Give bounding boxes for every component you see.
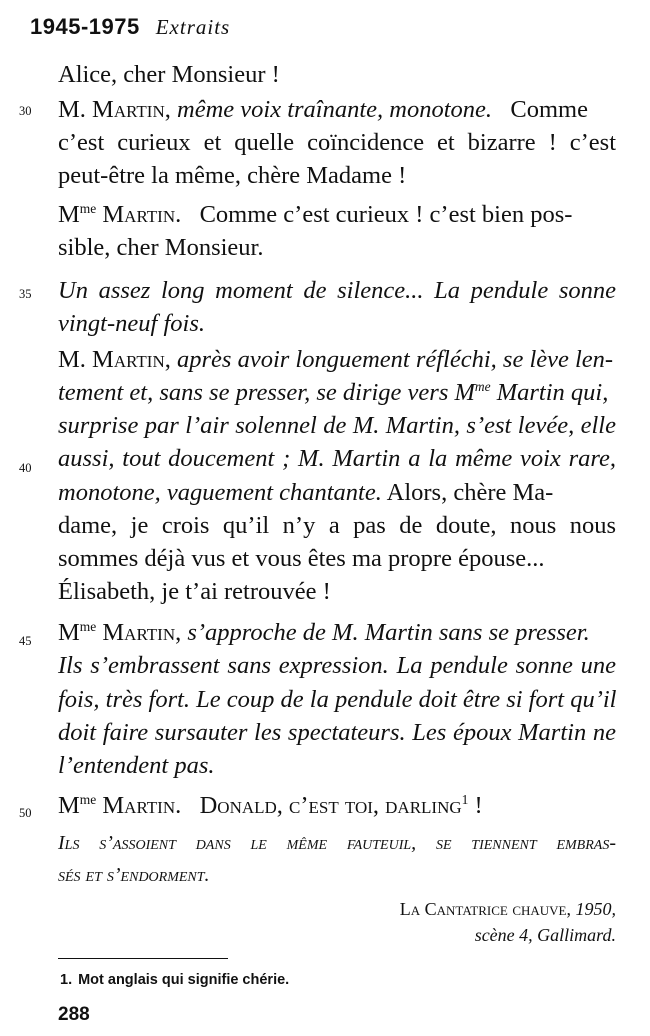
header-section: Extraits [155, 15, 231, 39]
text-line: $M^{me}$ Martin. Donald, c’est toi, darling$^1$ ! [58, 791, 483, 819]
stage-direction: après avoir longuement réfléchi, se lève len- [170, 346, 614, 373]
line-number: 40 [19, 461, 32, 475]
text-line: sommes déjà vus et vous êtes ma propre épouse... [58, 545, 545, 572]
text-line: monotone, vaguement chantante. Alors, chère Ma- [58, 479, 554, 506]
dialogue: Comme [510, 96, 588, 123]
text-line [58, 200, 616, 230]
text-line: fois, très fort. Le coup de la pendule doit être si fort qu’il [58, 686, 617, 713]
line-number: 50 [19, 806, 32, 820]
text-line: l’entendent pas. [58, 752, 215, 779]
text-line: Ils s’embrassent sans expression. La pendule sonne une [58, 652, 616, 679]
text-line: sés et s’endorment. [58, 864, 210, 886]
text-line: aussi, tout doucement ; M. Martin a la même voix rare, [58, 445, 616, 472]
text-line: c’est curieux et quelle coïncidence et bizarre ! c’est [58, 129, 616, 156]
speaker: M. Martin, [58, 96, 171, 123]
text-line: tement et, sans se presser, se dirige vers $M^{me}$ Martin qui, [58, 378, 609, 406]
text-line [58, 345, 616, 375]
text-line: Un assez long moment de silence... La pendule sonne [58, 277, 616, 304]
speaker: $M^{me}$ Martin. [58, 791, 182, 819]
stage-direction: même voix traînante, monotone. [170, 96, 493, 123]
source-detail: scène 4, Gallimard. [474, 925, 616, 945]
line-number: 30 [19, 104, 32, 118]
text-line: doit faire sursauter les spectateurs. Les époux Martin ne [58, 719, 616, 746]
source-citation: La Cantatrice chauve, 1950, [399, 899, 616, 919]
text-line: surprise par l’air solennel de M. Martin, s’est levée, elle [58, 412, 616, 439]
footnote-rule [58, 958, 228, 959]
footnote-ref: 1 [461, 791, 469, 807]
text-line [58, 95, 616, 125]
footnote: 1. Mot anglais qui signifie chérie. [60, 972, 290, 988]
text-line [58, 618, 616, 648]
speaker: $M^{me}$ Martin, [58, 618, 182, 646]
speaker: $M^{me}$ Martin. [58, 200, 182, 228]
speaker: M. Martin, [58, 346, 171, 373]
line-number: 35 [19, 287, 32, 301]
text-line: vingt-neuf fois. [58, 310, 205, 337]
text-line: dame, je crois qu’il n’y a pas de doute, nous nous [58, 512, 616, 539]
text-line: Ils s’assoient dans le même fauteuil, se tiennent embras- [58, 832, 616, 854]
text-line: Élisabeth, je t’ai retrouvée ! [58, 578, 331, 605]
dialogue: Comme c’est curieux ! c’est bien pos- [199, 201, 573, 228]
running-header [30, 14, 230, 40]
dialogue: Donald, c’est toi, darling [199, 792, 462, 819]
text-line: sible, cher Monsieur. [58, 234, 264, 261]
page-number: 288 [58, 1004, 90, 1025]
header-years: 1945-1975 [30, 14, 140, 39]
line-number: 45 [19, 634, 32, 648]
stage-direction: s’approche de M. Martin sans se presser. [181, 619, 590, 646]
text-line: Alice, cher Monsieur ! [58, 61, 280, 88]
text-line: peut-être la même, chère Madame ! [58, 162, 407, 189]
